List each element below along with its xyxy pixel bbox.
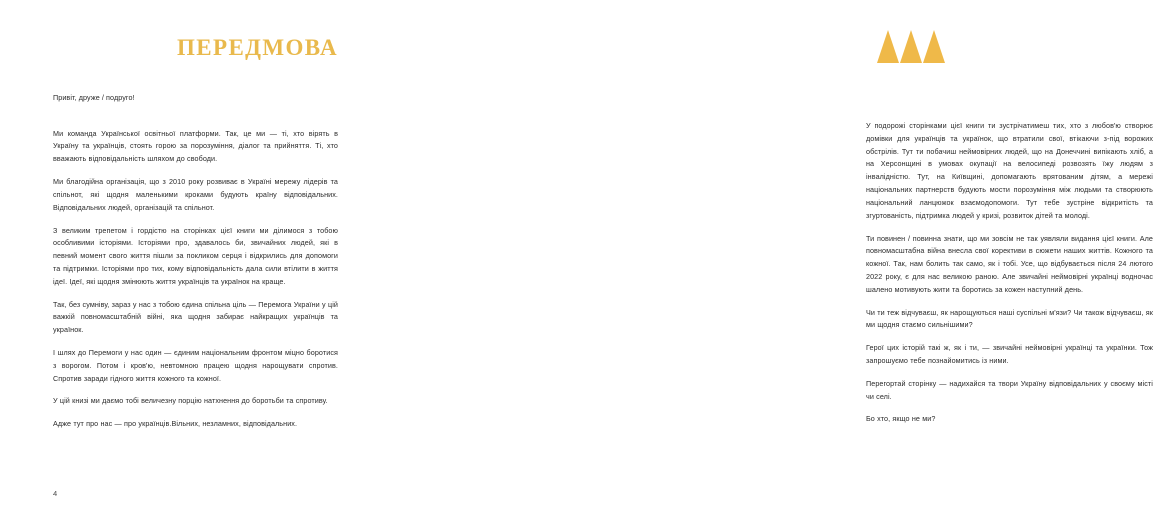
paragraph: Так, без сумніву, зараз у нас з тобою єдина спільна ціль — Перемога України у цій важкій повномасштабній війні, яка щодня забирає найкращих українців та українок. bbox=[53, 299, 338, 335]
paragraph: Ми команда Української освітньої платформи. Так, це ми — ті, хто вірять в Україну та українців, стоять горою за порозуміння, діалог та прийняття. Ті, хто вважають відповідальність шляхом до свободи. bbox=[53, 128, 338, 164]
triangles-ornament bbox=[877, 30, 947, 63]
right-page-body bbox=[866, 120, 1153, 426]
paragraph: Бо хто, якщо не ми? bbox=[866, 414, 936, 424]
page-title: ПЕРЕДМОВА bbox=[177, 35, 338, 60]
right-page bbox=[400, 0, 1153, 529]
greeting-line: Привіт, друже / подруго! bbox=[53, 93, 135, 102]
paragraph: З великим трепетом і гордістю на сторінках цієї книги ми ділимося з тобою особливими історіями. Історіями про, здавалось би, звичайних людей, які в певний момент свого життя пішли за покликом серця і відкрились для допомоги та підтримки. Історіями про тих, кому відповідальність дала сили втілити в життя ідеї. Ідеї, які щодня змінюють життя українців та українок на краще. bbox=[53, 225, 338, 286]
paragraph: Чи ти теж відчуваєш, як нарощуються наші суспільні м'язи? Чи також відчуваєш, як ми щодня стаємо сильнішими? bbox=[866, 307, 1153, 330]
paragraph: Адже тут про нас — про українців.Вільних, незламних, відповідальних. bbox=[53, 419, 298, 429]
triangle-icon bbox=[877, 30, 899, 63]
paragraph: Герої цих історій такі ж, як і ти, — звичайні неймовірні українці та українки. Тож запрошуємо тебе познайомитись із ними. bbox=[866, 343, 1153, 365]
paragraph: І шлях до Перемоги у нас один — єдиним національним фронтом міцно боротися з ворогом. Потом і кров'ю, невтомною працею щодня нарощувати спротив. Спротив заради гідного життя кожного та кожної. bbox=[53, 348, 338, 383]
paragraph: Ти повинен / повинна знати, що ми зовсім не так уявляли видання цієї книги. Але повномасштабна війна внесла свої корективи в сюжети наших життів. Кожного та кожної. Так, нам болить так само, як і тобі. Усе, що відбувається після 24 лютого 2022 року, є для нас великою раною. Але звичайні неймовірні українці водночас шалено мотивують жити та боротись за кожен наступний день. bbox=[866, 233, 1153, 294]
triangle-icon bbox=[900, 30, 922, 63]
page-number: 4 bbox=[53, 489, 58, 498]
left-page-body bbox=[53, 92, 338, 431]
paragraph: Перегортай сторінку — надихайся та твори Україну відповідальних у своєму місті чи селі. bbox=[866, 378, 1153, 401]
triangle-icon bbox=[923, 30, 945, 63]
paragraph: У цій книзі ми даємо тобі величезну порцію натхнення до боротьби та спротиву. bbox=[53, 396, 328, 406]
left-page bbox=[0, 0, 400, 529]
paragraph: У подорожі сторінками цієї книги ти зустрічатимеш тих, хто з любов'ю створює домівки для українців та українок, що втратили свої, втікаючи з-під ворожих обстрілів. Тут ти побачиш неймовірних людей, що на Донеччині випікають хліб, а на Херсонщині в умовах окупації на велосипеді розвозять їжу людям з інвалідністю. Тут, на Київщині, допомагають врятованим дітям, а мережі національних партнерств будують мости порозуміння між людьми та створюють національний ланцюжок взаємодопомоги. Тут тебе зустріне відкритість та згуртованість, підтримка людей у кризі, розвиток дітей та молоді. bbox=[866, 121, 1153, 220]
paragraph: Ми благодійна організація, що з 2010 року розвиває в Україні мережу лідерів та спільнот, які щодня маленькими кроками будують країну відповідальних. Відповідальних людей, організацій та спільнот. bbox=[53, 177, 338, 212]
